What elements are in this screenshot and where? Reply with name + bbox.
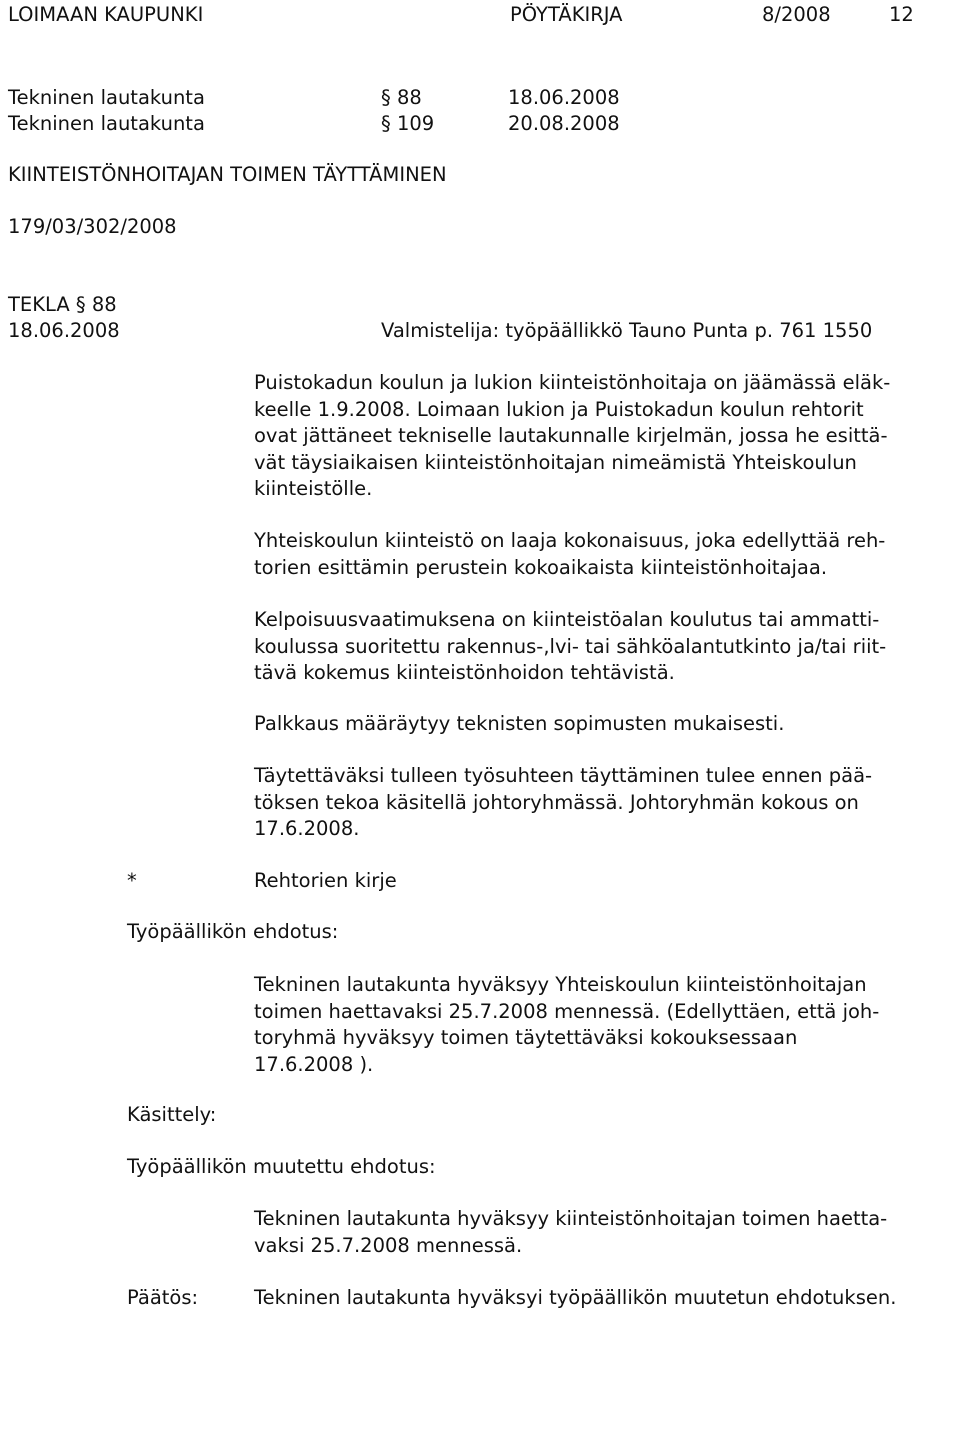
paragraph-line: töksen tekoa käsitellä johtoryhmässä. Johtoryhmän kokous on	[254, 790, 859, 814]
proposal-label: Työpäällikön ehdotus:	[127, 920, 339, 943]
paragraph-line: 17.6.2008 ).	[254, 1052, 374, 1076]
tekla-label: TEKLA § 88	[8, 293, 117, 316]
preparer-line: Valmistelija: työpäällikkö Tauno Punta p. 761 1550	[381, 319, 873, 342]
paragraph-line: Täytettäväksi tulleen työsuhteen täyttäminen tulee ennen pää-	[254, 764, 873, 787]
paragraph-line: Tekninen lautakunta hyväksyy kiinteistönhoitajan toimen haetta-	[254, 1207, 888, 1230]
case-number: 179/03/302/2008	[8, 215, 177, 238]
decision-label: Päätös:	[127, 1286, 199, 1309]
paragraph-line: vät täysiaikaisen kiinteistönhoitajan nimeämistä Yhteiskoulun	[254, 450, 857, 474]
paragraph-salary	[254, 711, 954, 738]
paragraph-line: kiinteistölle.	[254, 477, 373, 500]
paragraph-property	[254, 528, 954, 581]
reference-date: 20.08.2008	[508, 112, 620, 135]
paragraph-background	[254, 370, 954, 503]
doc-type: PÖYTÄKIRJA	[510, 3, 623, 26]
document-title: KIINTEISTÖNHOITAJAN TOIMEN TÄYTTÄMINEN	[8, 163, 447, 186]
paragraph-line: vaksi 25.7.2008 mennessä.	[254, 1233, 523, 1257]
modified-proposal-text	[254, 1206, 954, 1259]
reference-section: § 109	[381, 112, 435, 135]
decision-text: Tekninen lautakunta hyväksyi työpäällikön muutetun ehdotuksen.	[254, 1286, 897, 1309]
modified-proposal-label: Työpäällikön muutettu ehdotus:	[127, 1155, 436, 1178]
org-name: LOIMAAN KAUPUNKI	[8, 3, 204, 26]
doc-number: 8/2008	[762, 3, 831, 26]
paragraph-line: toryhmä hyväksyy toimen täytettäväksi kokouksessaan	[254, 1026, 798, 1049]
tekla-date: 18.06.2008	[8, 319, 120, 342]
page-number: 12	[889, 3, 914, 26]
paragraph-line: torien esittämin perustein kokoaikaista kiinteistönhoitajaa.	[254, 555, 828, 579]
handling-label: Käsittely:	[127, 1103, 217, 1126]
paragraph-management	[254, 763, 954, 843]
reference-date: 18.06.2008	[508, 86, 620, 109]
paragraph-line: keelle 1.9.2008. Loimaan lukion ja Puistokadun koulun rehtorit	[254, 397, 864, 421]
attachment-marker: *	[127, 869, 137, 892]
paragraph-line: koulussa suoritettu rakennus-,lvi- tai sähköalantutkinto ja/tai riit-	[254, 634, 887, 658]
paragraph-line: Kelpoisuusvaatimuksena on kiinteistöalan koulutus tai ammatti-	[254, 608, 880, 631]
paragraph-line: toimen haettavaksi 25.7.2008 mennessä. (Edellyttäen, että joh-	[254, 999, 880, 1023]
paragraph-line: Palkkaus määräytyy teknisten sopimusten mukaisesti.	[254, 712, 785, 735]
paragraph-line: Tekninen lautakunta hyväksyy Yhteiskoulun kiinteistönhoitajan	[254, 973, 867, 996]
reference-body: Tekninen lautakunta	[8, 112, 205, 135]
reference-section: § 88	[381, 86, 422, 109]
reference-body: Tekninen lautakunta	[8, 86, 205, 109]
paragraph-line: Puistokadun koulun ja lukion kiinteistönhoitaja on jäämässä eläk-	[254, 371, 891, 394]
proposal-text	[254, 972, 954, 1078]
paragraph-qualifications	[254, 607, 954, 687]
paragraph-line: Yhteiskoulun kiinteistö on laaja kokonaisuus, joka edellyttää reh-	[254, 529, 886, 552]
attachment-text: Rehtorien kirje	[254, 869, 397, 892]
paragraph-line: tävä kokemus kiinteistönhoidon tehtävistä.	[254, 661, 675, 684]
paragraph-line: 17.6.2008.	[254, 817, 360, 840]
paragraph-line: ovat jättäneet tekniselle lautakunnalle kirjelmän, jossa he esittä-	[254, 424, 888, 447]
